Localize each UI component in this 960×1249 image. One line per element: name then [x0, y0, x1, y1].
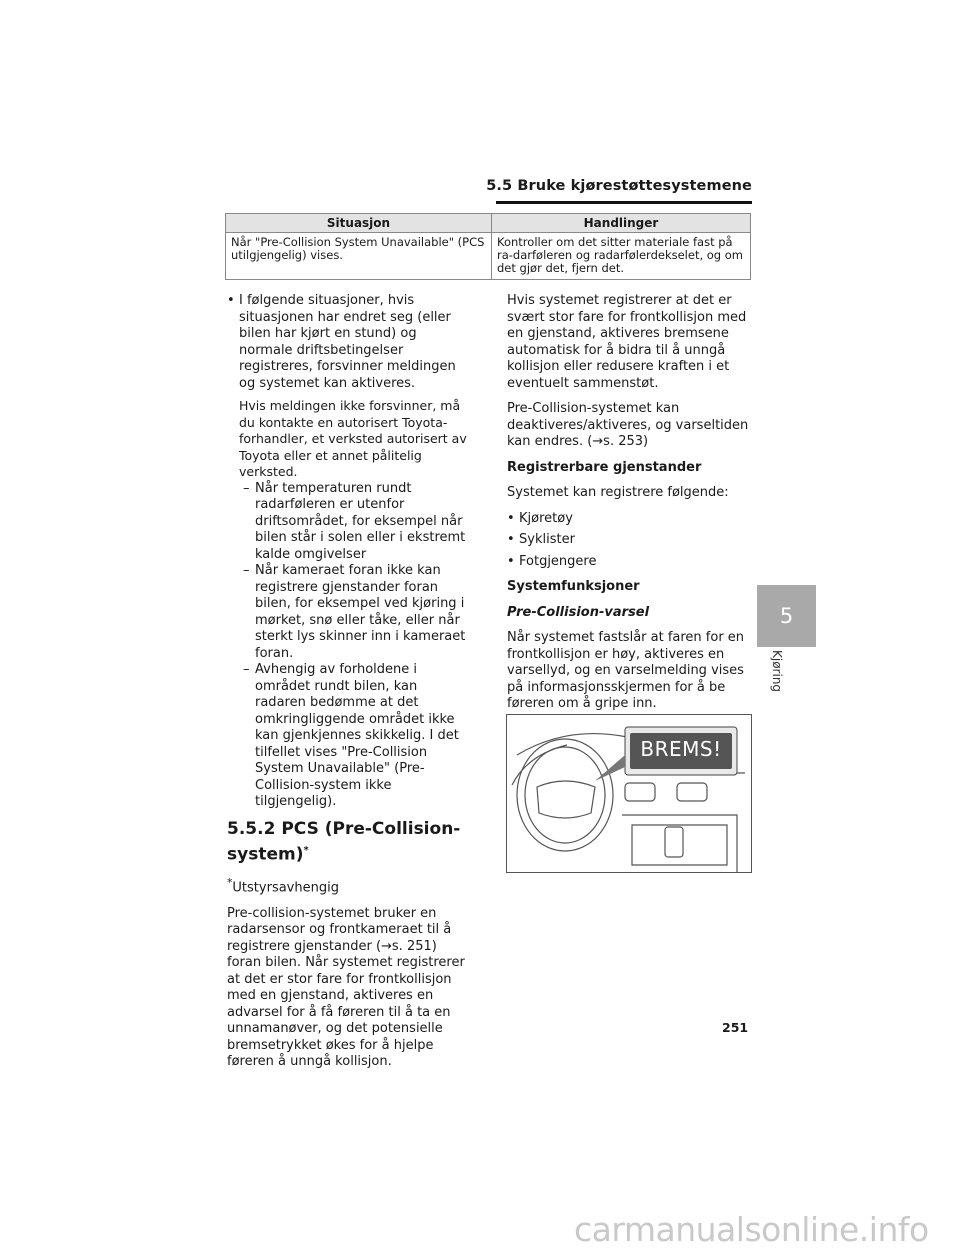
subheading: Pre-Collision-varsel — [507, 604, 650, 620]
subheading: Registrerbare gjenstander — [507, 459, 702, 475]
left-column — [227, 293, 467, 1080]
right-column — [507, 293, 752, 722]
page-number: 251 — [722, 1020, 749, 1035]
table-cell-situation: Når "Pre-Collision System Unavailable" (PCS utilgjengelig) vises. — [226, 233, 492, 280]
section-heading: 5.5.2 PCS (Pre-Collision-system)* — [227, 818, 461, 865]
chapter-tab: 5 — [757, 585, 816, 647]
list-item: • Syklister — [507, 532, 575, 547]
chapter-tab-label: Kjøring — [770, 650, 784, 693]
subheading: Systemfunksjoner — [507, 579, 640, 594]
list-item: – Når kameraet foran ikke kan registrere gjenstander foran bilen, for eksempel ved kjøring i mørket, snø eller tåke, eller når sterkt lys skinner inn i kameraet foran. — [243, 563, 466, 661]
brems-warning-label: BREMS! — [640, 737, 722, 761]
paragraph: Systemet kan registrere følgende: — [507, 485, 729, 500]
table-header-actions: Handlinger — [492, 214, 751, 233]
list-item: – Avhengig av forholdene i området rundt bilen, kan radaren bedømme at det omkringliggende området ikke kan gjenkjennes skikkelig. I det tilfellet vises "Pre-Collision System Unavailable" (Pre-Collision-system ikke tilgjengelig). — [243, 662, 459, 809]
footnote: *Utstyrsavhengig — [227, 876, 339, 896]
paragraph: Pre-Collision-systemet kan deaktiveres/aktiveres, og varseltiden kan endres. (→s. 253) — [507, 401, 749, 449]
header-rule — [496, 201, 752, 204]
table-header-situation: Situasjon — [226, 214, 492, 233]
paragraph: Hvis meldingen ikke forsvinner, må du kontakte en autorisert Toyota-forhandler, et verksted autorisert av Toyota eller et annet pålitelig verksted. — [239, 398, 467, 479]
list-item: • I følgende situasjoner, hvis situasjonen har endret seg (eller bilen har kjørt en stund) og normale driftsbetingelser registreres, forsvinner meldingen og systemet kan aktiveres. — [227, 293, 456, 391]
list-item: • Fotgjengere — [507, 553, 597, 569]
section-header: 5.5 Bruke kjørestøttesystemene — [486, 178, 752, 194]
situation-table — [225, 213, 751, 280]
list-item: – Når temperaturen rundt radarføleren er utenfor driftsområdet, for eksempel når bilen står i solen eller i ekstremt kalde omgivelser — [243, 480, 466, 562]
list-item: • Kjøretøy — [507, 510, 573, 526]
paragraph: Når systemet fastslår at faren for en frontkollisjon er høy, aktiveres en varsellyd, og en varselmelding vises på informasjonsskjermen for å be føreren om å gripe inn. — [507, 630, 745, 711]
paragraph: Pre-collision-systemet bruker en radarsensor og frontkameraet til å registrere gjenstander (→s. 251) foran bilen. Når systemet registrerer at det er stor fare for frontkollisjon med en gjenstand, aktiveres en advarsel for å få føreren til å ta en unnamanøver, og det potensielle bremsetrykket økes for å hjelpe føreren å unngå kollisjon. — [227, 905, 465, 1070]
watermark: carmanualsonline.info — [574, 1210, 929, 1249]
dashboard-figure — [506, 714, 752, 873]
paragraph: Hvis systemet registrerer at det er svært stor fare for frontkollisjon med en gjenstand, aktiveres bremsene automatisk for å bidra til å unngå kollisjon eller redusere kraften i et eventuelt sammenstøt. — [507, 293, 747, 391]
table-row — [226, 233, 751, 280]
table-cell-action: Kontroller om det sitter materiale fast på ra-darføleren og radarfølerdekselet, og om det gjør det, fjern det. — [492, 233, 751, 280]
